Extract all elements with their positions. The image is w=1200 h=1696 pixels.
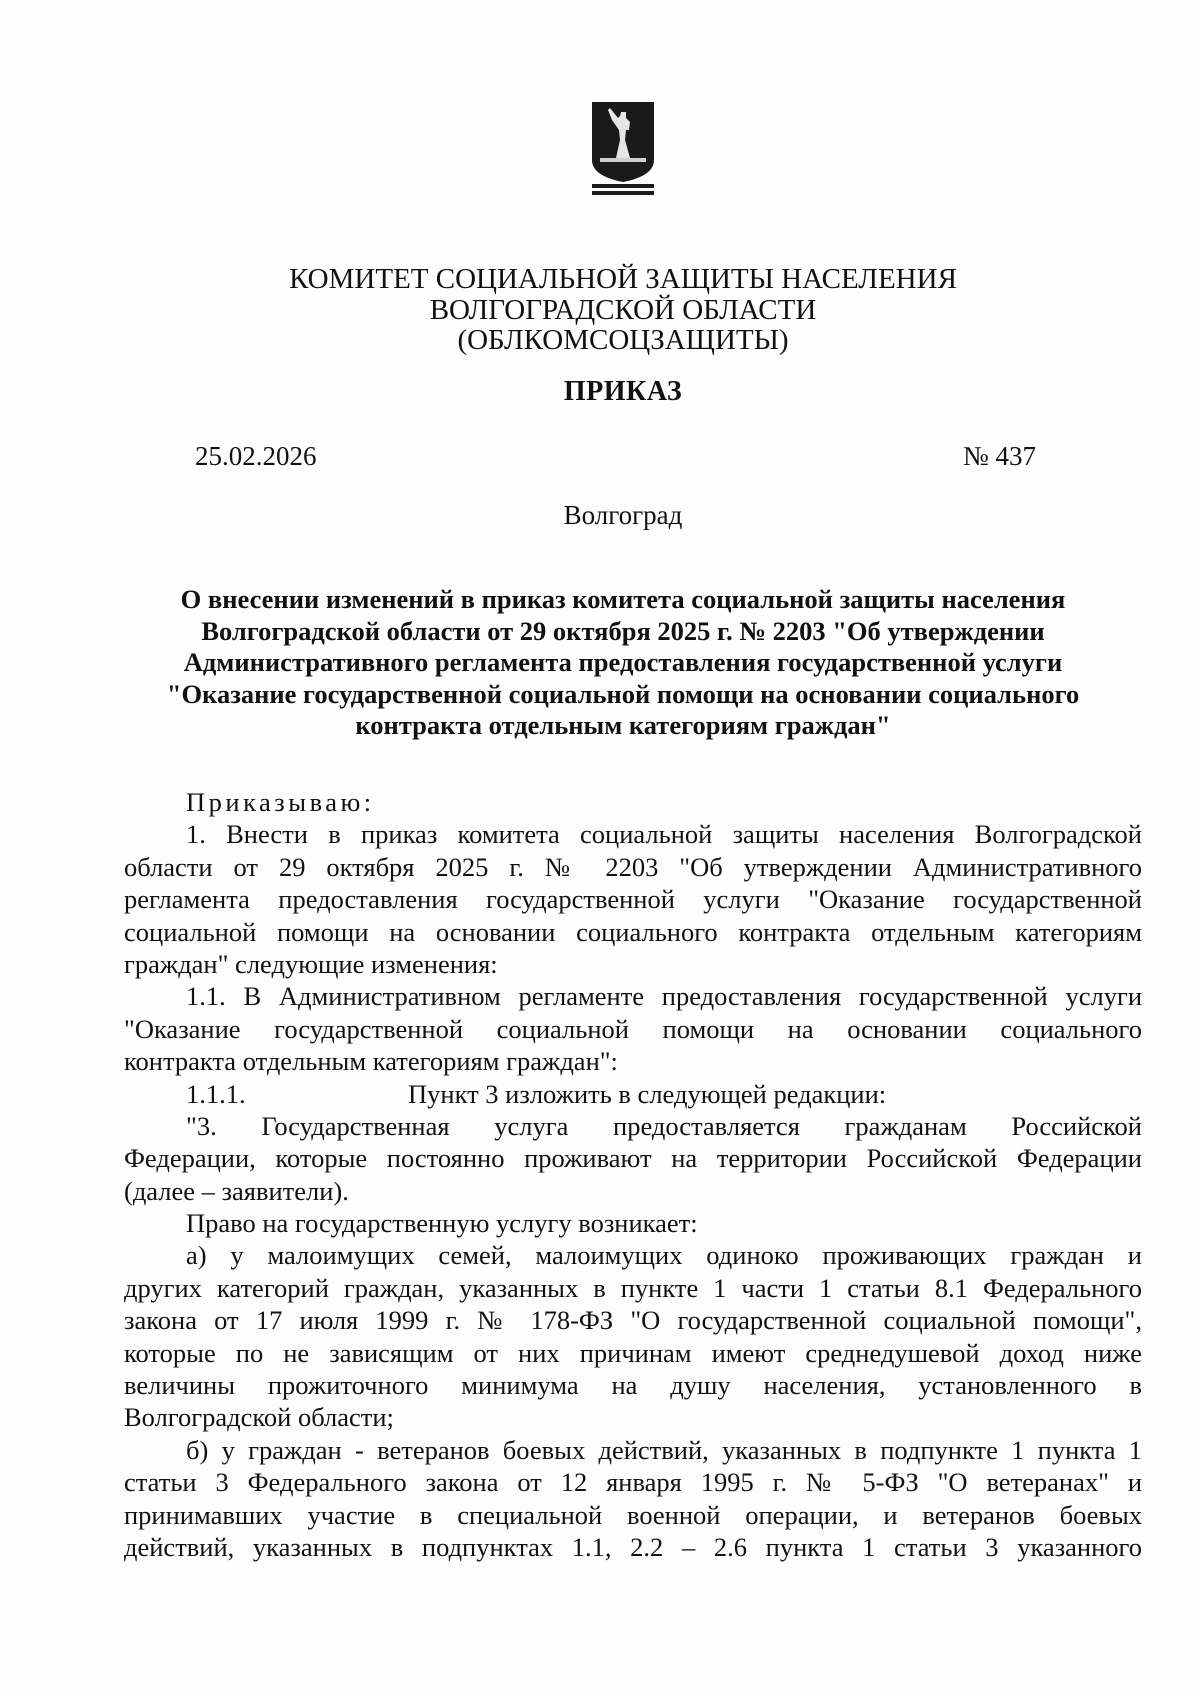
title-line: О внесении изменений в приказ комитета социальной защиты населения <box>180 584 1066 614</box>
right-arises-line: Право на государственную услугу возникает: <box>186 1208 698 1239</box>
subitem-a-line: других категорий граждан, указанных в пункте 1 части 1 статьи 8.1 Федерального <box>124 1272 1142 1303</box>
item1-line: 1. Внести в приказ комитета социальной защиты населения Волгоградской <box>186 819 1142 850</box>
title-line: Волгоградской области от 29 октября 2025 г. № 2203 "Об утверждении <box>201 615 1045 646</box>
document-date: 25.02.2026 <box>195 441 317 471</box>
item11-line: 1.1. В Административном регламенте предоставления государственной услуги <box>186 981 1142 1012</box>
item1-line: социальной помощи на основании социального контракта отдельным категориям <box>124 916 1142 947</box>
document-type: ПРИКАЗ <box>563 376 683 407</box>
point3-line: Федерации, которые постоянно проживают на территории Российской Федерации <box>124 1143 1142 1174</box>
subitem-a-line: а) у малоимущих семей, малоимущих одиноко проживающих граждан и <box>186 1240 1142 1271</box>
item111-text: Пункт 3 изложить в следующей редакции: <box>408 1078 887 1109</box>
title-line: Административного регламента предоставления государственной услуги <box>183 647 1063 678</box>
subitem-a-line: которые по не зависящим от них причинам имеют среднедушевой доход ниже <box>124 1337 1142 1368</box>
subitem-a-line: величины прожиточного минимума на душу населения, установленного в <box>124 1370 1142 1401</box>
document-title <box>130 584 1116 742</box>
point3-line: "3. Государственная услуга предоставляется гражданам Российской <box>186 1110 1142 1141</box>
subitem-b-line: действий, указанных в подпунктах 1.1, 2.2 – 2.6 пункта 1 статьи 3 указанного <box>124 1531 1142 1562</box>
volgograd-coat-of-arms <box>590 100 656 198</box>
item111-number: 1.1.1. <box>186 1078 246 1109</box>
item1-line: области от 29 октября 2025 г. № 2203 "Об утверждении Административного <box>124 851 1142 882</box>
item11-line: "Оказание государственной социальной помощи на основании социального <box>124 1013 1142 1044</box>
subitem-b-line: статьи 3 Федерального закона от 12 января 1995 г. № 5-ФЗ "О ветеранах" и <box>124 1467 1142 1498</box>
subitem-b-line: принимавших участие в специальной военной операции, и ветеранов боевых <box>124 1499 1142 1530</box>
subitem-a-line: Волгоградской области; <box>124 1402 394 1433</box>
org-name-line1: КОМИТЕТ СОЦИАЛЬНОЙ ЗАЩИТЫ НАСЕЛЕНИЯ <box>289 263 957 295</box>
document-number: № 437 <box>962 441 1036 471</box>
org-name-line3: (ОБЛКОМСОЦЗАЩИТЫ) <box>457 324 789 356</box>
item1-line: регламента предоставления государственной услуги "Оказание государственной <box>124 884 1142 915</box>
item11-line: контракта отдельным категориям граждан": <box>124 1046 618 1077</box>
title-line: "Оказание государственной социальной помощи на основании социального <box>166 678 1080 709</box>
subitem-a-line: закона от 17 июля 1999 г. № 178-ФЗ "О государственной социальной помощи", <box>124 1305 1142 1336</box>
point3-line: (далее – заявители). <box>124 1175 349 1206</box>
item1-line: граждан" следующие изменения: <box>124 948 498 979</box>
subitem-b-line: б) у граждан - ветеранов боевых действий, указанных в подпункте 1 пункта 1 <box>186 1434 1142 1465</box>
order-word: Приказываю: <box>186 787 375 817</box>
item111-line <box>124 1078 1142 1110</box>
title-line: контракта отдельным категориям граждан" <box>355 710 891 741</box>
document-body <box>124 786 1142 1563</box>
document-city: Волгоград <box>563 500 683 530</box>
org-name-line2: ВОЛГОГРАДСКОЙ ОБЛАСТИ <box>429 294 817 326</box>
